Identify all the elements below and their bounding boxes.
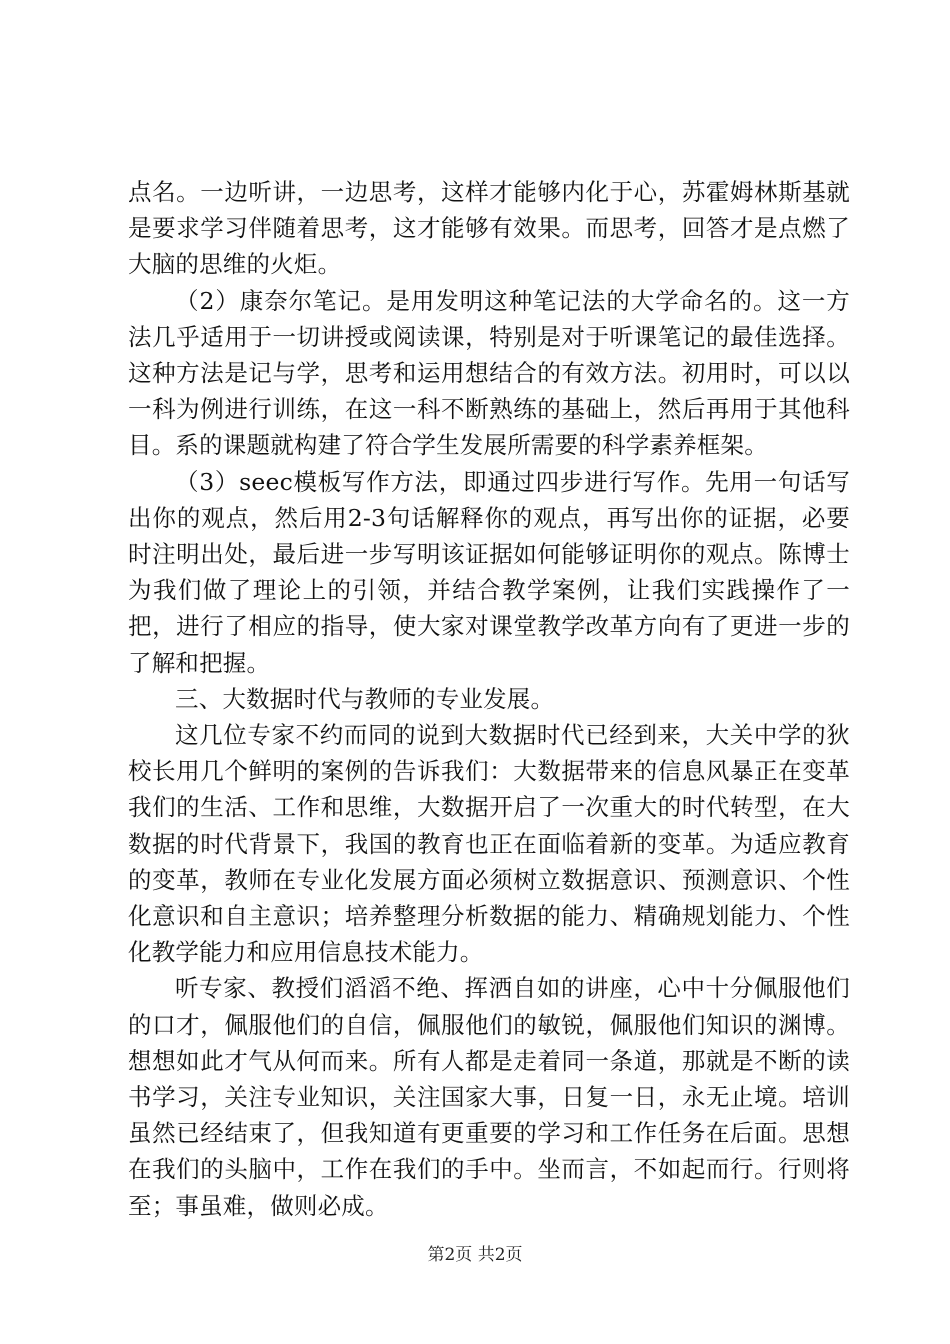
section-heading-big-data: 三、大数据时代与教师的专业发展。 [175, 684, 555, 713]
paragraph-intro: 点名。一边听讲，一边思考，这样才能够内化于心，苏霍姆林斯基就是要求学习伴随着思考，这才能够有效果。而思考，回答才是点燃了大脑的思维的火炬。 [128, 178, 850, 279]
page-number-footer: 第2页 共2页 [427, 1245, 523, 1265]
document-body [128, 174, 850, 1224]
paragraph-cornell-notes: （2）康奈尔笔记。是用发明这种笔记法的大学命名的。这一方法几乎适用于一切讲授或阅读课，特别是对于听课笔记的最佳选择。这种方法是记与学，思考和运用想结合的有效方法。初用时，可以以一科为例进行训练，在这一科不断熟练的基础上，然后再用于其他科目。系的课题就构建了符合学生发展所需要的科学素养框架。 [128, 286, 850, 460]
paragraph-reflection: 听专家、教授们滔滔不绝、挥洒自如的讲座，心中十分佩服他们的口才，佩服他们的自信，佩服他们的敏锐，佩服他们知识的渊博。想想如此才气从何而来。所有人都是走着同一条道，那就是不断的读书学习，关注专业知识，关注国家大事，日复一日，永无止境。培训虽然已经结束了，但我知道有更重要的学习和工作任务在后面。思想在我们的头脑中，工作在我们的手中。坐而言，不如起而行。行则将至；事虽难，做则必成。 [128, 974, 850, 1220]
paragraph-seec-template: （3）seec模板写作方法，即通过四步进行写作。先用一句话写出你的观点，然后用2-3句话解释你的观点，再写出你的证据，必要时注明出处，最后进一步写明该证据如何能够证明你的观点。陈博士为我们做了理论上的引领，并结合教学案例，让我们实践操作了一把，进行了相应的指导，使大家对课堂教学改革方向有了更进一步的了解和把握。 [128, 467, 850, 677]
paragraph-big-data-era: 这几位专家不约而同的说到大数据时代已经到来，大关中学的狄校长用几个鲜明的案例的告诉我们：大数据带来的信息风暴正在变革我们的生活、工作和思维，大数据开启了一次重大的时代转型，在大数据的时代背景下，我国的教育也正在面临着新的变革。为适应教育的变革，教师在专业化发展方面必须树立数据意识、预测意识、个性化意识和自主意识；培养整理分析数据的能力、精确规划能力、个性化教学能力和应用信息技术能力。 [128, 721, 850, 967]
